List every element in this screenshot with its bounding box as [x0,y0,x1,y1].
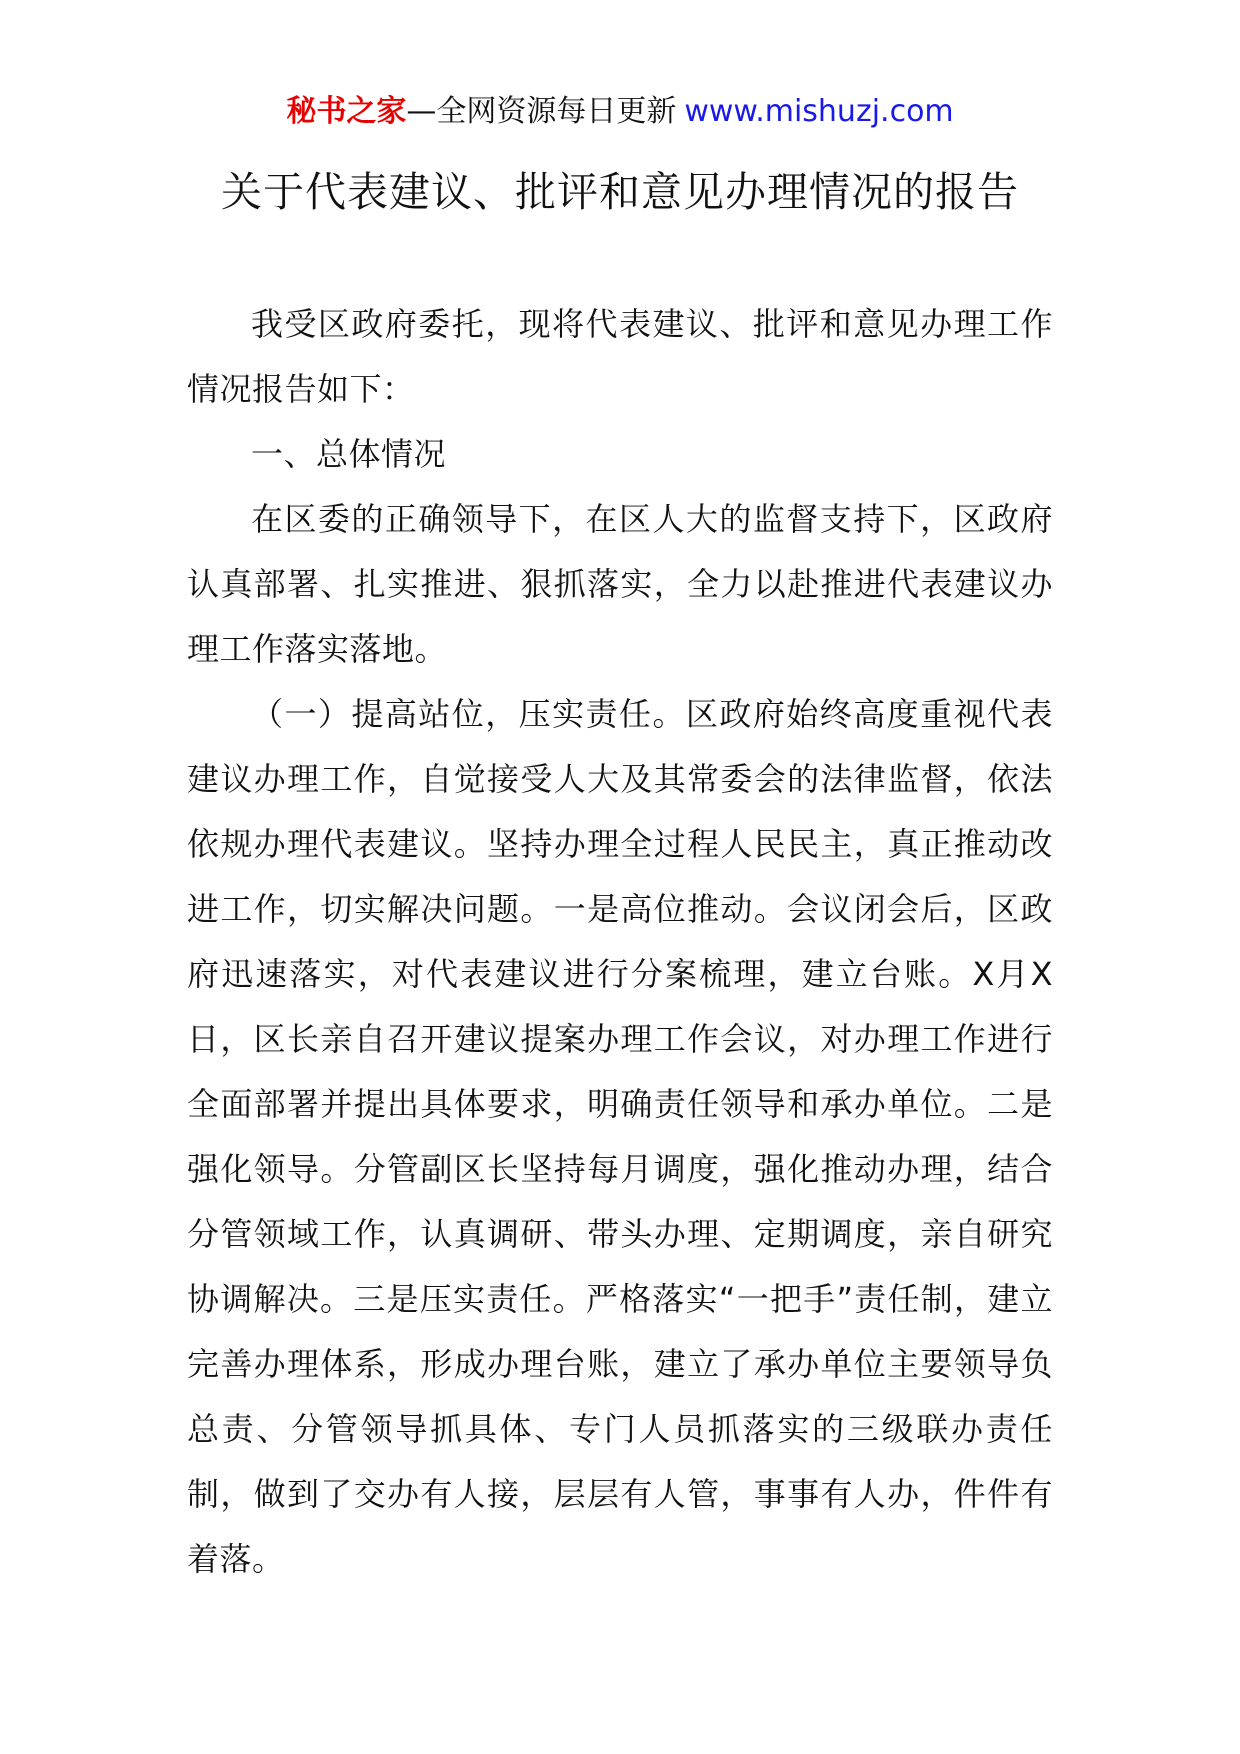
section-heading: 一、总体情况 [251,435,447,473]
paragraph-intro: 我受区政府委托，现将代表建议、批评和意见办理工作情况报告如下： [187,305,1053,408]
paragraph-responsibility: （一）提高站位，压实责任。区政府始终高度重视代表建议办理工作，自觉接受人大及其常委会的法律监督，依法依规办理代表建议。坚持办理全过程人民民主，真正推动改进工作，切实解决问题。一是高位推动。会议闭会后，区政府迅速落实，对代表建议进行分案梳理，建立台账。X月X日，区长亲自召开建议提案办理工作会议，对办理工作进行全面部署并提出具体要求，明确责任领导和承办单位。二是强化领导。分管副区长坚持每月调度，强化推动办理，结合分管领域工作，认真调研、带头办理、定期调度，亲自研究协调解决。三是压实责任。严格落实“一把手”责任制，建立完善办理体系，形成办理台账，建立了承办单位主要领导负总责、分管领导抓具体、专门人员抓落实的三级联办责任制，做到了交办有人接，层层有人管，事事有人办，件件有着落。 [187,695,1053,1578]
document-body [187,292,1053,1592]
site-header [0,92,1240,132]
header-slogan: —全网资源每日更新 [406,94,677,129]
paragraph-overview: 在区委的正确领导下，在区人大的监督支持下，区政府认真部署、扎实推进、狠抓落实，全力以赴推进代表建议办理工作落实落地。 [187,500,1053,668]
site-url: www.mishuzj.com [684,94,954,129]
document-title: 关于代表建议、批评和意见办理情况的报告 [221,168,1019,216]
brand-name: 秘书之家 [286,94,407,129]
